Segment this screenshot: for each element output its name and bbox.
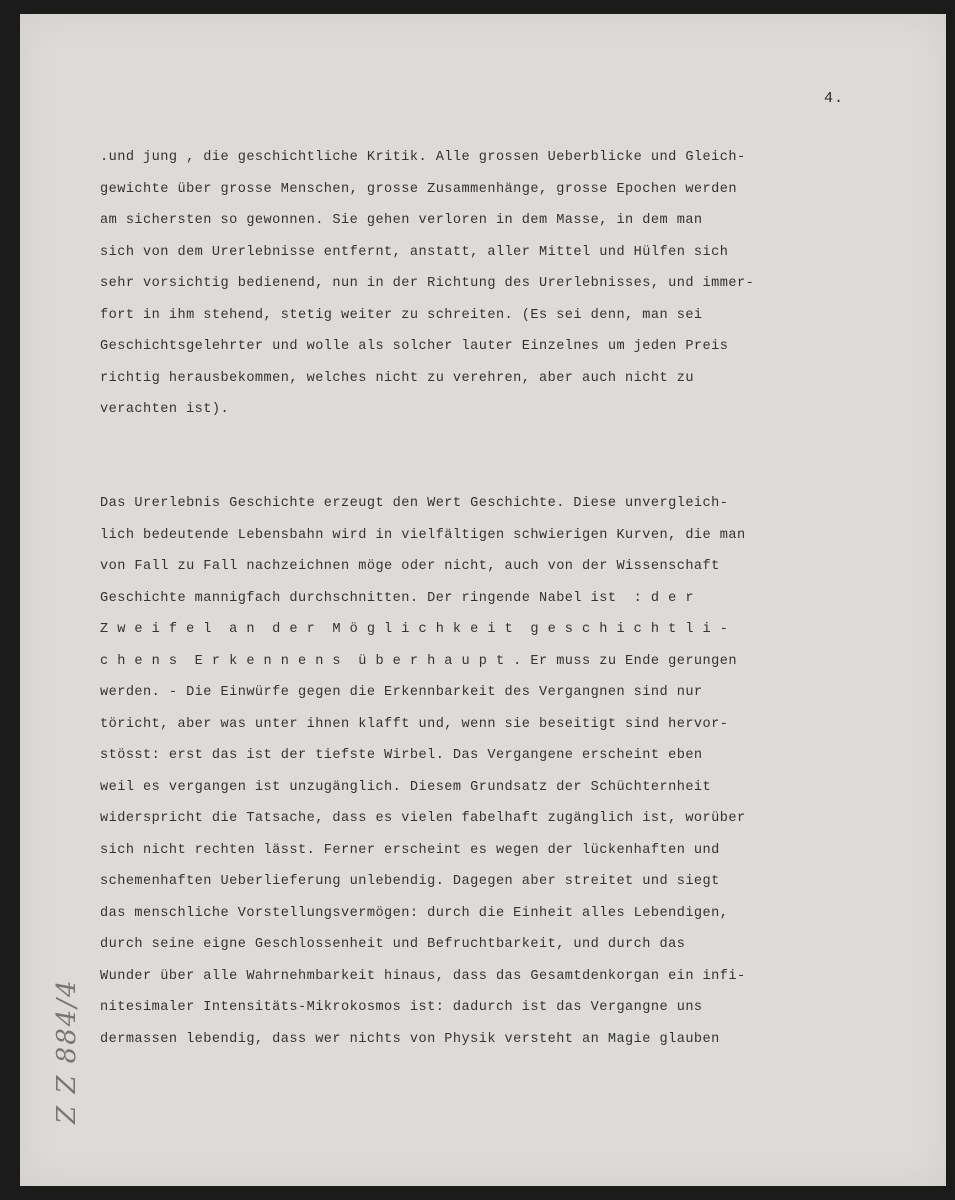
text-line: sich von dem Urerlebnisse entfernt, anstatt, aller Mittel und Hülfen sich — [100, 244, 729, 260]
text-line: sich nicht rechten lässt. Ferner erscheint es wegen der lückenhaften und — [100, 842, 720, 858]
text-line: das menschliche Vorstellungsvermögen: durch die Einheit alles Lebendigen, — [100, 905, 729, 921]
document-page — [20, 14, 946, 1186]
text-line: sehr vorsichtig bedienend, nun in der Richtung des Urerlebnisses, und immer- — [100, 276, 755, 291]
text-line: gewichte über grosse Menschen, grosse Zusammenhänge, grosse Epochen werden — [100, 181, 737, 197]
paragraph-2 — [100, 488, 900, 1055]
margin-annotation: Z Z 884/4 — [52, 978, 82, 1124]
text-line-spaced: c h e n s E r k e n n e n s ü b e r h a u p t . Er muss zu Ende gerungen — [100, 653, 737, 669]
text-line: am sichersten so gewonnen. Sie gehen verloren in dem Masse, in dem man — [100, 213, 703, 228]
page-number: 4. — [824, 90, 845, 107]
text-line: töricht, aber was unter ihnen klafft und, wenn sie beseitigt sind hervor- — [100, 716, 729, 732]
text-line: Geschichtsgelehrter und wolle als solcher lauter Einzelnes um jeden Preis — [100, 339, 729, 354]
text-line: widerspricht die Tatsache, dass es vielen fabelhaft zugänglich ist, worüber — [100, 811, 746, 826]
text-line: Wunder über alle Wahrnehmbarkeit hinaus, dass das Gesamtdenkorgan ein infi- — [100, 968, 746, 984]
text-line: Geschichte mannigfach durchschnitten. Der ringende Nabel ist : d e r — [100, 590, 694, 606]
text-line: richtig herausbekommen, welches nicht zu verehren, aber auch nicht zu — [100, 370, 694, 386]
text-line: nitesimaler Intensitäts-Mikrokosmos ist: dadurch ist das Vergangne uns — [100, 1000, 703, 1015]
text-line: stösst: erst das ist der tiefste Wirbel. Das Vergangene erscheint eben — [100, 748, 703, 763]
text-line: fort in ihm stehend, stetig weiter zu schreiten. (Es sei denn, man sei — [100, 307, 703, 323]
text-line: weil es vergangen ist unzugänglich. Diesem Grundsatz der Schüchternheit — [100, 779, 712, 795]
text-line-spaced: Z w e i f e l a n d e r M ö g l i c h k e i t g e s c h i c h t l i - — [100, 622, 729, 637]
paragraph-1 — [100, 142, 900, 426]
text-line: verachten ist). — [100, 402, 230, 417]
text-line: dermassen lebendig, dass wer nichts von Physik versteht an Magie glauben — [100, 1031, 720, 1047]
text-line: von Fall zu Fall nachzeichnen möge oder nicht, auch von der Wissenschaft — [100, 559, 720, 574]
text-line: schemenhaften Ueberlieferung unlebendig. Dagegen aber streitet und siegt — [100, 874, 720, 889]
text-line: durch seine eigne Geschlossenheit und Befruchtbarkeit, und durch das — [100, 937, 686, 952]
text-line: werden. - Die Einwürfe gegen die Erkennbarkeit des Vergangnen sind nur — [100, 685, 703, 700]
text-line: .und jung , die geschichtliche Kritik. Alle grossen Ueberblicke und Gleich- — [100, 150, 746, 165]
text-line: lich bedeutende Lebensbahn wird in vielfältigen schwierigen Kurven, die man — [100, 527, 746, 543]
text-line: Das Urerlebnis Geschichte erzeugt den Wert Geschichte. Diese unvergleich- — [100, 496, 729, 511]
